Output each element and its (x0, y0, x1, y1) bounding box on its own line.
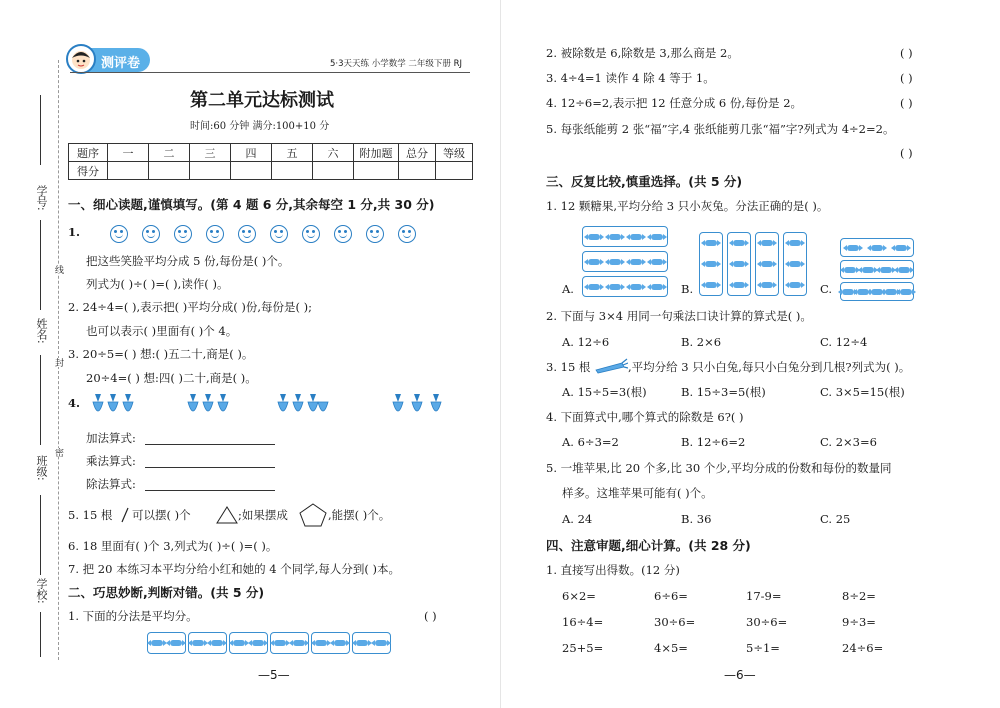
score-row-label: 得分 (69, 162, 108, 180)
header-rule (70, 72, 470, 73)
c5-option-c[interactable]: C. 25 (820, 512, 851, 526)
margin-line (40, 220, 41, 310)
margin-line (40, 612, 41, 657)
c1-option-b[interactable]: B. (681, 282, 694, 296)
candy-group (352, 632, 391, 654)
c2-text: 2. 下面与 3×4 用同一句乘法口诀计算的算式是( )。 (546, 309, 812, 323)
score-cell[interactable] (313, 162, 354, 180)
calc-item: 16÷4= (562, 615, 604, 629)
score-cell[interactable] (399, 162, 436, 180)
score-cell[interactable] (108, 162, 149, 180)
section-2-heading: 二、巧思妙断,判断对错。(共 5 分) (68, 585, 265, 600)
score-header: 一 (108, 144, 149, 162)
score-header: 附加题 (354, 144, 399, 162)
calc-item: 24÷6= (842, 641, 884, 655)
c3-text-b: ,平均分给 3 只小白兔,每只小白兔分到几根?列式为( )。 (628, 360, 911, 374)
calc-item: 25+5= (562, 641, 604, 655)
score-header: 五 (272, 144, 313, 162)
mascot-icon (66, 44, 96, 74)
score-header: 题序 (69, 144, 108, 162)
score-header: 三 (190, 144, 231, 162)
margin-xingming: 姓名: (35, 318, 48, 344)
smiley-icon (206, 225, 224, 243)
c2-option-c[interactable]: C. 12÷4 (820, 335, 868, 349)
score-header: 等级 (436, 144, 473, 162)
page-fold (500, 0, 501, 708)
j2-text: 2. 被除数是 6,除数是 3,那么商是 2。 (546, 46, 739, 60)
margin-feng: 封 (53, 358, 63, 367)
q5-text-d: ,能摆( )个。 (328, 508, 391, 522)
candy-group (270, 632, 309, 654)
candy-group (840, 282, 914, 301)
section-3-heading: 三、反复比较,慎重选择。(共 5 分) (546, 174, 743, 189)
q4-div-label: 除法算式: (86, 477, 136, 491)
radish-icon (88, 392, 358, 420)
margin-banji: 班级: (35, 455, 48, 481)
c2-option-b[interactable]: B. 2×6 (681, 335, 722, 349)
q4-add-label: 加法算式: (86, 431, 136, 445)
q4-add-field[interactable] (145, 444, 275, 445)
smiley-icon (334, 225, 352, 243)
candy-group (727, 232, 751, 296)
calc-item: 6÷6= (654, 589, 688, 603)
margin-xuexiao: 学校: (35, 578, 48, 604)
q4-div-field[interactable] (145, 490, 275, 491)
candy-group (147, 632, 186, 654)
smiley-icon (270, 225, 288, 243)
calc-item: 17-9= (746, 589, 782, 603)
score-cell[interactable] (272, 162, 313, 180)
score-cell[interactable] (231, 162, 272, 180)
candy-group (755, 232, 779, 296)
smiley-icon (398, 225, 416, 243)
q6-text: 6. 18 里面有( )个 3,列式为( )÷( )=( )。 (68, 539, 278, 553)
calc-item: 4×5= (654, 641, 688, 655)
margin-mi: 密 (53, 448, 63, 457)
c5-text-a: 5. 一堆苹果,比 20 个多,比 30 个少,平均分成的份数和每份的数量同 (546, 461, 892, 475)
candy-group (582, 226, 668, 247)
j4-text: 4. 12÷6=2,表示把 12 任意分成 6 份,每份是 2。 (546, 96, 803, 110)
q5-text-c: ;如果摆成 (238, 508, 288, 522)
smiley-icon (110, 225, 128, 243)
j5-text: 5. 每张纸能剪 2 张“福”字,4 张纸能剪几张“福”字?列式为 4÷2=2。 (546, 122, 895, 136)
page-number-right: —6— (724, 668, 756, 682)
j3-answer[interactable]: ( ) (900, 71, 913, 85)
section-1-heading: 一、细心读题,谨慎填写。(第 4 题 6 分,其余每空 1 分,共 30 分) (68, 197, 435, 212)
c5-text-b: 样多。这堆苹果可能有( )个。 (562, 486, 713, 500)
stick-icon (120, 506, 130, 524)
c4-option-c[interactable]: C. 2×3=6 (820, 435, 877, 449)
candy-group (783, 232, 807, 296)
q4-mul-label: 乘法算式: (86, 454, 136, 468)
q5-text-a: 5. 15 根 (68, 508, 113, 522)
j3-text: 3. 4÷4=1 读作 4 除 4 等于 1。 (546, 71, 715, 85)
q3-text-a: 3. 20÷5=( ) 想:( )五二十,商是( )。 (68, 347, 254, 361)
smiley-icon (366, 225, 384, 243)
score-header: 总分 (399, 144, 436, 162)
calc-item: 6×2= (562, 589, 596, 603)
q7-text: 7. 把 20 本练习本平均分给小红和她的 4 个同学,每人分到( )本。 (68, 562, 400, 576)
page-number-left: —5— (258, 668, 290, 682)
section-4-heading: 四、注意审题,细心计算。(共 28 分) (546, 538, 751, 553)
c5-option-a[interactable]: A. 24 (562, 512, 593, 526)
candy-group (699, 232, 723, 296)
calc-item: 9÷3= (842, 615, 876, 629)
margin-xian: 线 (53, 265, 63, 274)
c5-option-b[interactable]: B. 36 (681, 512, 712, 526)
j5-answer[interactable]: ( ) (900, 146, 913, 160)
c1-text: 1. 12 颗糖果,平均分给 3 只小灰兔。分法正确的是( )。 (546, 199, 829, 213)
series-label: 5·3天天练 小学数学 二年级下册 RJ (330, 59, 463, 69)
candy-group (582, 276, 668, 297)
c3-text-a: 3. 15 根 (546, 360, 591, 374)
candy-group (229, 632, 268, 654)
triangle-icon (216, 506, 238, 524)
score-cell[interactable] (190, 162, 231, 180)
candy-group (840, 260, 914, 279)
j2-answer[interactable]: ( ) (900, 46, 913, 60)
page-title: 第二单元达标测试 (190, 90, 334, 111)
q5-text-b: 可以摆( )个 (132, 508, 191, 522)
c3-option-a[interactable]: A. 15÷5=3(根) (562, 385, 647, 399)
carrot-icon (592, 358, 628, 376)
q1-text-a: 把这些笑脸平均分成 5 份,每份是( )个。 (86, 254, 290, 268)
score-header: 二 (149, 144, 190, 162)
q4-mul-field[interactable] (145, 467, 275, 468)
pentagon-icon (298, 502, 328, 528)
page-subtitle: 时间:60 分钟 满分:100+10 分 (190, 121, 330, 132)
score-header: 四 (231, 144, 272, 162)
q4-number: 4. (68, 396, 81, 410)
calc-item: 30÷6= (746, 615, 788, 629)
smiley-icon (174, 225, 192, 243)
badge-label: 测评卷 (101, 56, 141, 71)
calc-item: 8÷2= (842, 589, 876, 603)
score-cell[interactable] (149, 162, 190, 180)
radish-icon (388, 392, 458, 420)
score-header: 六 (313, 144, 354, 162)
score-cell[interactable] (436, 162, 473, 180)
candy-group (311, 632, 350, 654)
q1-text-b: 列式为( )÷( )=( ),读作( )。 (86, 277, 229, 291)
d1-text: 1. 直接写出得数。(12 分) (546, 563, 680, 577)
s2-q1-text: 1. 下面的分法是平均分。 (68, 609, 198, 623)
c1-option-a[interactable]: A. (562, 282, 574, 296)
candy-group (840, 238, 914, 257)
j4-answer[interactable]: ( ) (900, 96, 913, 110)
s2-q1-answer[interactable]: ( ) (424, 609, 437, 623)
smiley-icon (302, 225, 320, 243)
c1-option-c[interactable]: C. (820, 282, 833, 296)
c4-option-b[interactable]: B. 12÷6=2 (681, 435, 746, 449)
c3-option-c[interactable]: C. 3×5=15(根) (820, 385, 905, 399)
margin-line (40, 95, 41, 165)
c2-option-a[interactable]: A. 12÷6 (562, 335, 610, 349)
margin-xuehao: 学号: (35, 185, 48, 211)
c4-text: 4. 下面算式中,哪个算式的除数是 6?( ) (546, 410, 744, 424)
c3-option-b[interactable]: B. 15÷3=5(根) (681, 385, 766, 399)
q2-text-a: 2. 24÷4=( ),表示把( )平均分成( )份,每份是( ); (68, 300, 313, 314)
q1-number: 1. (68, 225, 81, 239)
margin-line (40, 355, 41, 445)
margin-line (40, 495, 41, 575)
calc-item: 30÷6= (654, 615, 696, 629)
q2-text-b: 也可以表示( )里面有( )个 4。 (86, 324, 238, 338)
candy-group (188, 632, 227, 654)
q3-text-b: 20÷4=( ) 想:四( )二十,商是( )。 (86, 371, 257, 385)
smiley-icon (142, 225, 160, 243)
c4-option-a[interactable]: A. 6÷3=2 (562, 435, 619, 449)
score-table (68, 143, 473, 180)
calc-item: 5÷1= (746, 641, 780, 655)
smiley-icon (238, 225, 256, 243)
candy-group (582, 251, 668, 272)
score-cell[interactable] (354, 162, 399, 180)
